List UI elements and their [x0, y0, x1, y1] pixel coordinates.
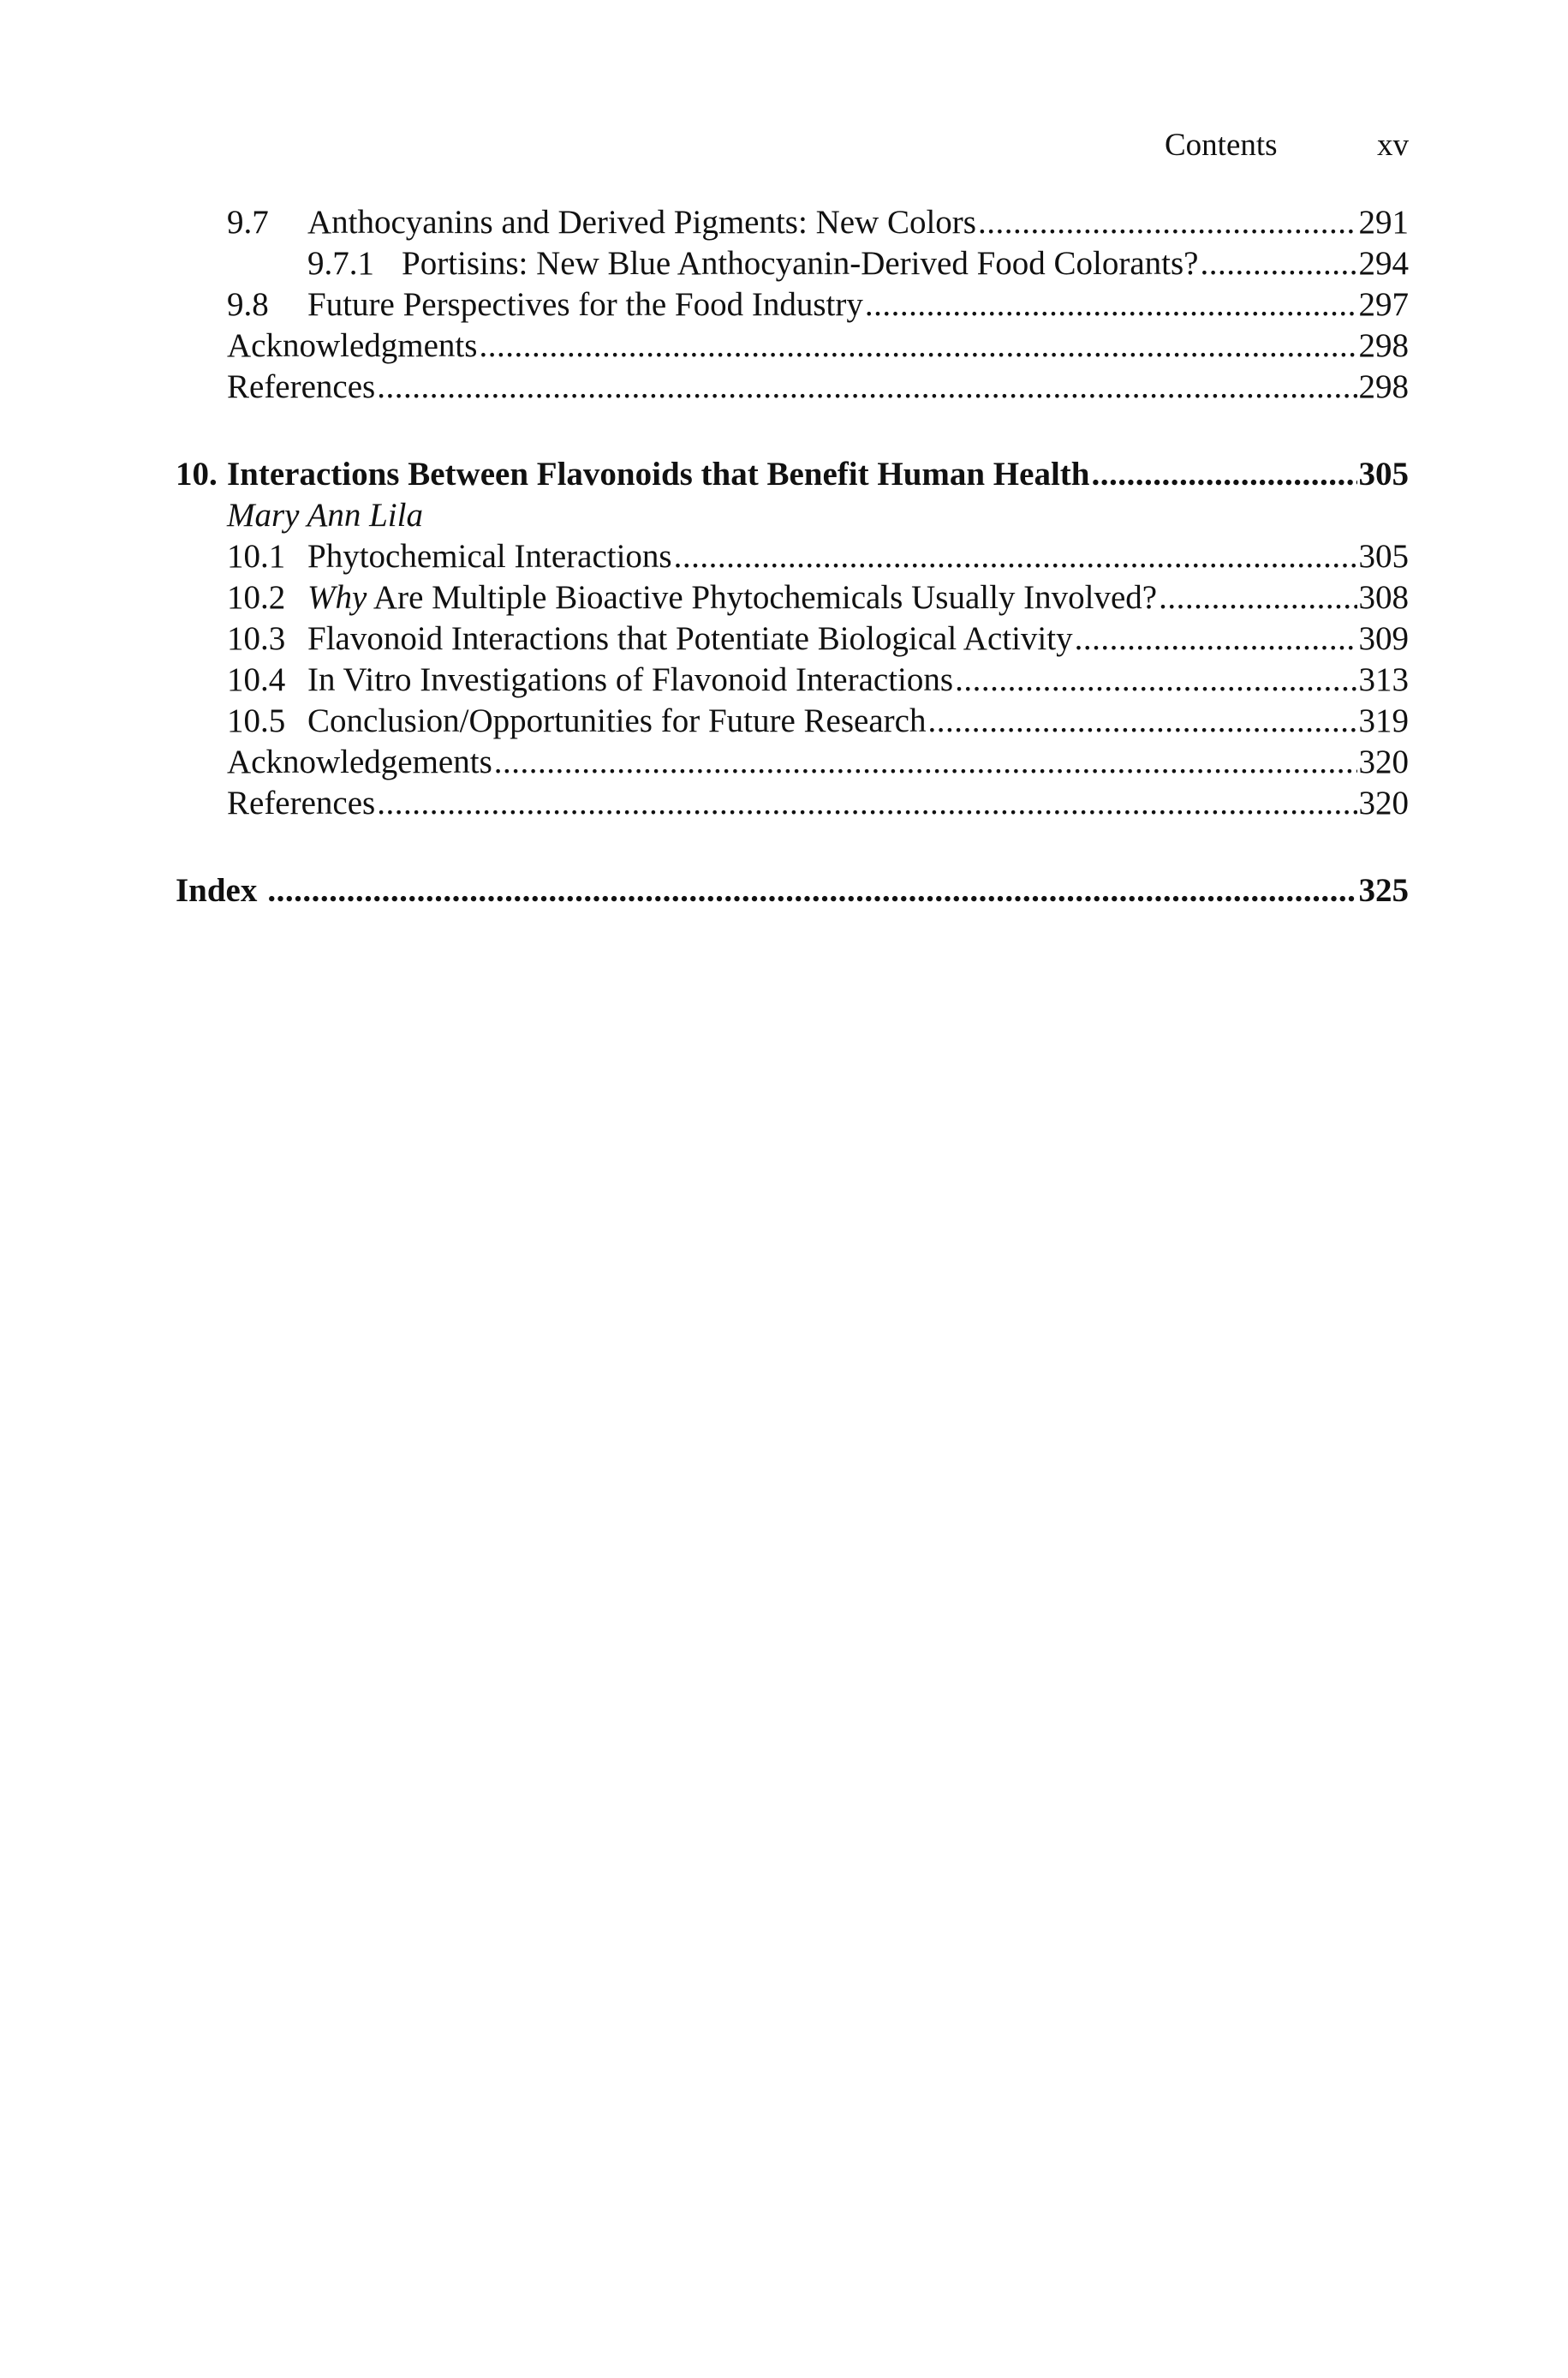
toc-entry-page: 313 [1358, 661, 1409, 698]
toc-entry-title: In Vitro Investigations of Flavonoid Interactions [307, 661, 954, 698]
toc-entry-number: 10.3 [227, 620, 286, 657]
dot-leader [377, 783, 1356, 824]
toc-entry-title: Flavonoid Interactions that Potentiate Biological Activity [307, 620, 1073, 657]
toc-entry-number: 10.5 [227, 702, 286, 739]
toc-entry[interactable] [227, 536, 1409, 577]
toc-entry-title: Anthocyanins and Derived Pigments: New Colors [307, 204, 976, 241]
toc-entry[interactable] [227, 618, 1409, 660]
running-header [1165, 122, 1409, 170]
toc-entry-number: 10.4 [227, 661, 286, 698]
chapter-author: Mary Ann Lila [227, 497, 423, 534]
toc-entry-title: Acknowledgments [227, 327, 478, 364]
dot-leader [1091, 454, 1356, 495]
toc-entry-page: 297 [1358, 286, 1409, 323]
chapter-title: Interactions Between Flavonoids that Benefit Human Health [227, 456, 1090, 493]
toc-entry-page: 320 [1358, 744, 1409, 780]
chapter-page: 305 [1358, 456, 1409, 493]
dot-leader [955, 660, 1356, 701]
toc-entry[interactable] [227, 742, 1409, 783]
toc-entry[interactable] [227, 783, 1409, 824]
toc-entry[interactable] [227, 326, 1409, 367]
dot-leader [1200, 243, 1356, 284]
dot-leader [377, 367, 1356, 408]
toc-entry-title-italic: Why [307, 579, 367, 616]
toc-entry-page: 298 [1358, 368, 1409, 405]
dot-leader [1075, 618, 1357, 660]
dot-leader [267, 870, 1356, 911]
index-title: Index [176, 872, 258, 909]
toc-entry-title: Future Perspectives for the Food Industry [307, 286, 863, 323]
chapter-number: 10. [176, 456, 218, 493]
toc-entry-page: 294 [1358, 245, 1409, 282]
toc-entry[interactable] [227, 284, 1409, 326]
dot-leader [674, 536, 1357, 577]
toc-entry-page: 291 [1358, 204, 1409, 241]
header-section-name: Contents [1165, 128, 1278, 163]
dot-leader [1159, 577, 1356, 618]
toc-entry-number: 9.7.1 [307, 245, 374, 282]
toc-entry[interactable] [227, 202, 1409, 243]
toc-entry-title: References [227, 785, 376, 822]
toc-entry-number: 10.1 [227, 538, 286, 575]
toc-entry-title-rest: Are Multiple Bioactive Phytochemicals Usually Involved? [367, 579, 1158, 616]
toc-entry-page: 319 [1358, 702, 1409, 739]
toc-entry-title: Conclusion/Opportunities for Future Research [307, 702, 927, 739]
dot-leader [865, 284, 1357, 326]
dot-leader [978, 202, 1357, 243]
toc-entry-number: 10.2 [227, 579, 286, 616]
toc-entry[interactable] [227, 367, 1409, 408]
dot-leader [479, 326, 1356, 367]
toc-entry-title [307, 577, 1157, 618]
toc-entry[interactable] [227, 660, 1409, 701]
toc-entry-page: 298 [1358, 327, 1409, 364]
toc-entry-page: 320 [1358, 785, 1409, 822]
toc-entry-page: 305 [1358, 538, 1409, 575]
toc-entry-title: Acknowledgements [227, 744, 492, 780]
toc-entry-title: Phytochemical Interactions [307, 538, 672, 575]
index-page: 325 [1358, 872, 1409, 909]
toc-chapter-entry[interactable] [176, 454, 1409, 495]
dot-leader [927, 701, 1356, 742]
toc-entry[interactable] [307, 243, 1409, 284]
toc-entry[interactable] [227, 577, 1409, 618]
toc-entry-title: Portisins: New Blue Anthocyanin-Derived Food Colorants? [402, 245, 1199, 282]
toc-index-entry[interactable] [176, 870, 1409, 911]
toc-entry-page: 309 [1358, 620, 1409, 657]
toc-entry-title: References [227, 368, 376, 405]
toc-entry-page: 308 [1358, 579, 1409, 616]
toc-entry[interactable] [227, 701, 1409, 742]
dot-leader [494, 742, 1357, 783]
toc-entry-number: 9.7 [227, 204, 269, 241]
toc-entry-number: 9.8 [227, 286, 269, 323]
header-page-number: xv [1377, 128, 1409, 163]
